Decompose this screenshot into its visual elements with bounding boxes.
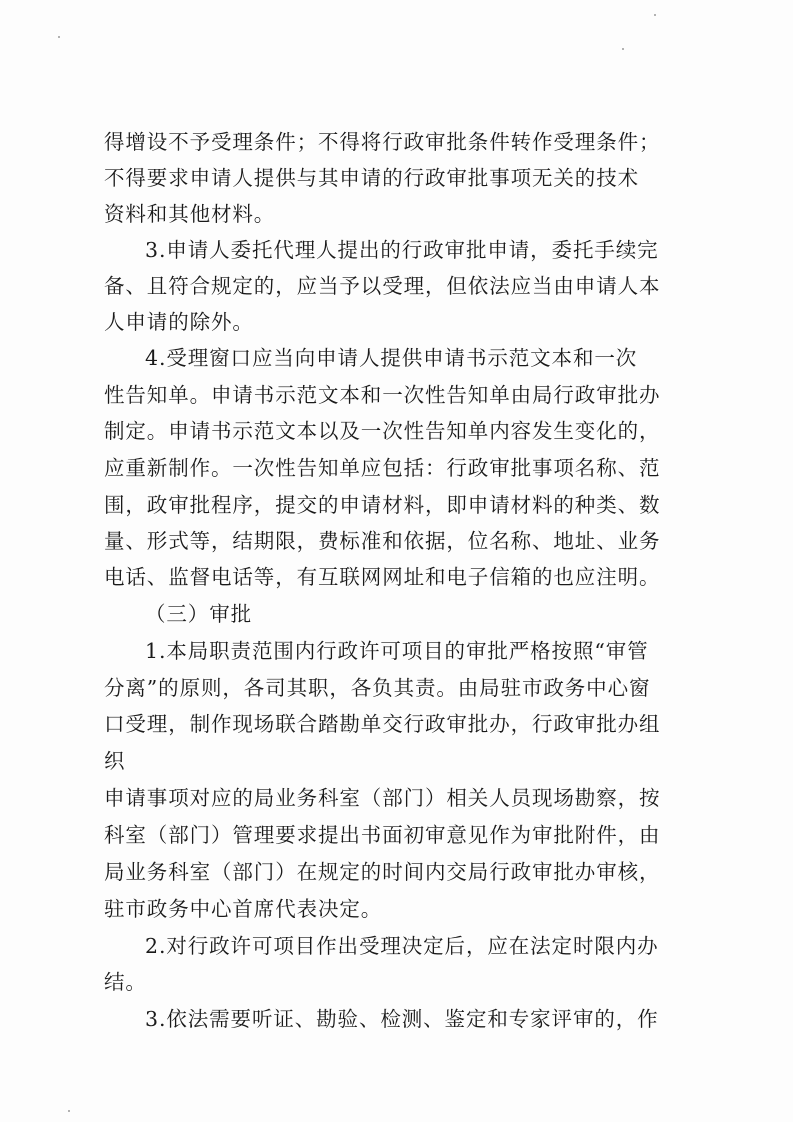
- text-line: 3.依法需要听证、勘验、检测、鉴定和专家评审的，作: [145, 1007, 659, 1031]
- scan-speck: [654, 14, 656, 16]
- text-line: 结。: [104, 970, 147, 994]
- scan-speck: [68, 1110, 70, 1112]
- text-line: 量、形式等，结期限，费标准和依据，位名称、地址、业务: [104, 529, 661, 553]
- scan-speck: [622, 48, 624, 50]
- text-line: 电话、监督电话等，有互联网网址和电子信箱的也应注明。: [104, 565, 661, 589]
- text-line: 得增设不予受理条件；不得将行政审批条件转作受理条件；: [104, 130, 661, 154]
- text-line: 围，政审批程序，提交的申请材料，即申请材料的种类、数: [104, 493, 661, 517]
- text-line: 4.受理窗口应当向申请人提供申请书示范文本和一次: [145, 346, 638, 370]
- text-line: 口受理，制作现场联合踏勘单交行政审批办，行政审批办组: [104, 712, 661, 736]
- text-line: 2.对行政许可项目作出受理决定后，应在法定时限内办: [145, 934, 659, 958]
- text-line: 3.申请人委托代理人提出的行政审批申请，委托手续完: [145, 238, 659, 262]
- text-line: 备、且符合规定的，应当予以受理，但依法应当由申请人本: [104, 274, 661, 298]
- section-heading: （三）审批: [145, 602, 252, 626]
- text-line: 应重新制作。一次性告知单应包括：行政审批事项名称、范: [104, 456, 661, 480]
- text-line: 局业务科室（部门）在规定的时间内交局行政审批办审核，: [104, 860, 661, 884]
- text-line: 不得要求申请人提供与其申请的行政审批事项无关的技术: [104, 166, 639, 190]
- text-line: 织: [104, 749, 126, 773]
- text-line: 性告知单。申请书示范文本和一次性告知单由局行政审批办: [104, 383, 661, 407]
- text-line: 申请事项对应的局业务科室（部门）相关人员现场勘察，按: [104, 786, 661, 810]
- text-line: 分离”的原则，各司其职，各负其责。由局驻市政务中心窗: [104, 676, 651, 700]
- text-line: 1.本局职责范围内行政许可项目的审批严格按照“审管: [145, 639, 649, 663]
- text-line: 制定。申请书示范文本以及一次性告知单内容发生变化的，: [104, 419, 661, 443]
- text-line: 人申请的除外。: [104, 310, 254, 334]
- text-line: 科室（部门）管理要求提出书面初审意见作为审批附件，由: [104, 823, 661, 847]
- text-line: 驻市政务中心首席代表决定。: [104, 897, 383, 921]
- scan-speck: [58, 36, 60, 38]
- text-line: 资料和其他材料。: [104, 202, 276, 226]
